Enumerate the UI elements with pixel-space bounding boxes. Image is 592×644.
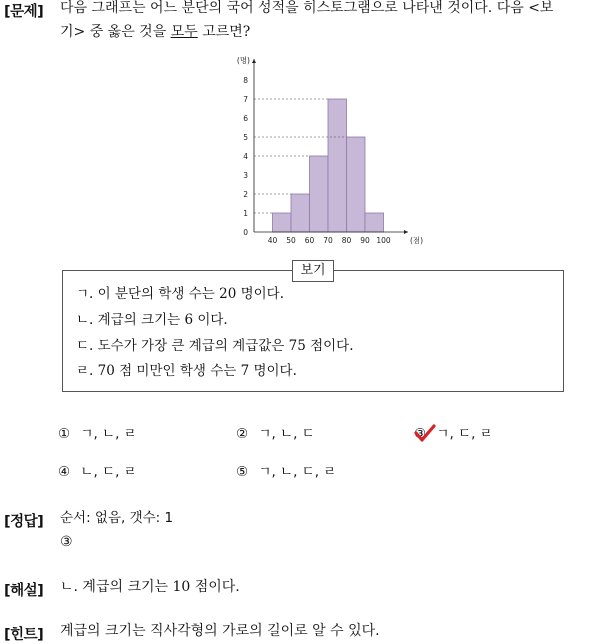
option-2-text: ㄱ, ㄴ, ㄷ (258, 426, 315, 442)
y-tick-label: 0 (243, 228, 248, 237)
option-5[interactable] (236, 463, 336, 481)
option-1[interactable] (58, 425, 137, 443)
x-tick-label: 100 (376, 236, 391, 245)
x-tick-label: 40 (267, 236, 278, 245)
hint-text: 계급의 크기는 직사각형의 가로의 길이로 알 수 있다. (60, 623, 380, 639)
option-2[interactable] (236, 425, 315, 443)
y-tick-label: 8 (243, 76, 248, 85)
y-tick-label: 6 (243, 114, 248, 123)
question-line-2-a: 기> 중 옳은 것을 (60, 24, 171, 40)
option-1-text: ㄱ, ㄴ, ㄹ (80, 426, 137, 442)
answer-line-1: 순서: 없음, 갯수: 1 (60, 510, 174, 526)
histogram-bar (291, 194, 310, 232)
x-axis-label: (점) (410, 236, 424, 245)
y-axis-arrow (252, 59, 256, 63)
bogi-title: 보기 (292, 260, 334, 282)
x-tick-label: 80 (341, 236, 352, 245)
bogi-item-3: ㄷ. 도수가 가장 큰 계급의 계급값은 75 점이다. (76, 338, 354, 354)
y-tick-label: 1 (243, 209, 248, 218)
histogram-bar (273, 213, 292, 232)
y-tick-label: 7 (243, 95, 248, 104)
option-5-text: ㄱ, ㄴ, ㄷ, ㄹ (258, 464, 337, 480)
y-axis-label: (명) (236, 56, 250, 65)
option-1-number: ① (58, 426, 71, 442)
histogram-chart (232, 48, 424, 248)
histogram-bar (310, 156, 329, 232)
bogi-item-4: ㄹ. 70 점 미만인 학생 수는 7 명이다. (76, 363, 297, 379)
question-line-2-b: 고르면? (197, 24, 251, 40)
option-2-number: ② (236, 426, 249, 442)
explanation-text: ㄴ. 계급의 크기는 10 점이다. (60, 579, 240, 595)
question-line-1: 다음 그래프는 어느 분단의 국어 성적을 히스토그램으로 나타낸 것이다. 다음 <보 (60, 0, 554, 16)
histogram-bar (365, 213, 384, 232)
question-emphasis: 모두 (170, 24, 198, 40)
bogi-item-2: ㄴ. 계급의 크기는 6 이다. (76, 312, 228, 328)
question-line-2 (60, 22, 250, 42)
explanation-label: [해설] (4, 583, 44, 599)
y-tick-label: 2 (243, 190, 248, 199)
x-tick-label: 90 (360, 236, 370, 245)
y-tick-label: 4 (243, 152, 248, 161)
x-tick-label: 50 (286, 236, 296, 245)
check-mark-icon (414, 424, 436, 442)
y-tick-label: 3 (243, 171, 248, 180)
x-axis-arrow (404, 230, 408, 234)
answer-line-2: ③ (60, 534, 73, 550)
bogi-item-1: ㄱ. 이 분단의 학생 수는 20 명이다. (76, 286, 284, 302)
option-3-text: ㄱ, ㄷ, ㄹ (436, 426, 493, 442)
question-label: [문제] (4, 4, 44, 20)
y-tick-label: 5 (243, 133, 248, 142)
answer-label: [정답] (4, 514, 44, 530)
histogram-bar (347, 137, 366, 232)
option-4-number: ④ (58, 464, 71, 480)
option-4[interactable] (58, 463, 137, 481)
option-4-text: ㄴ, ㄷ, ㄹ (80, 464, 137, 480)
option-3-number: ③ (414, 426, 427, 442)
x-tick-label: 60 (304, 236, 315, 245)
option-5-number: ⑤ (236, 464, 249, 480)
x-tick-label: 70 (323, 236, 333, 245)
hint-label: [힌트] (4, 627, 44, 643)
histogram-bar (328, 99, 347, 232)
